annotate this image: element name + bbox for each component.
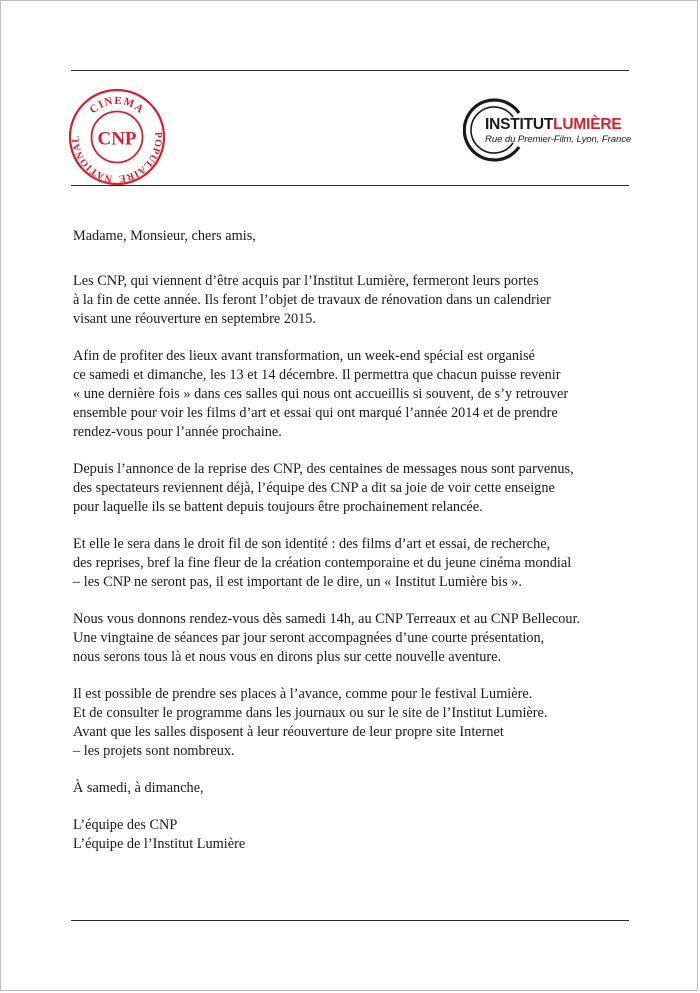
paragraph [73, 685, 643, 761]
paragraph [73, 460, 643, 517]
paragraph-line: Afin de profiter des lieux avant transformation, un week-end spécial est organisé [73, 348, 535, 364]
cnp-logo [67, 87, 167, 187]
paragraph-line: Les CNP, qui viennent d’être acquis par l’Institut Lumière, fermeront leurs portes [73, 273, 539, 289]
cnp-top-text: CINEMA [87, 94, 147, 117]
signature [73, 816, 643, 854]
paragraph-line: à la fin de cette année. Ils feront l’objet de travaux de rénovation dans un calendrier [73, 292, 551, 308]
paragraph-line: ce samedi et dimanche, les 13 et 14 décembre. Il permettra que chacun puisse revenir [73, 367, 561, 383]
cnp-left-text: NATIONAL [70, 135, 114, 184]
paragraph-line: Et elle le sera dans le droit fil de son identité : des films d’art et essai, de recherche, [73, 536, 551, 552]
paragraph [73, 272, 643, 329]
signature-line: L’équipe de l’Institut Lumière [73, 836, 246, 852]
letter-body [73, 227, 643, 854]
paragraph-line: – les CNP ne seront pas, il est important de le dire, un « Institut Lumière bis ». [73, 574, 522, 590]
paragraph-line: Nous vous donnons rendez-vous dès samedi 14h, au CNP Terreaux et au CNP Bellecour. [73, 611, 581, 627]
bottom-divider [71, 920, 629, 921]
top-divider [71, 70, 629, 71]
salutation: Madame, Monsieur, chers amis, [73, 228, 256, 244]
lumiere-brand-left: INSTITUT [485, 116, 554, 133]
lumiere-address: Rue du Premier-Film, Lyon, France [485, 134, 632, 145]
paragraph-line: Une vingtaine de séances par jour seront accompagnées d’une courte présentation, [73, 630, 545, 646]
header-divider [71, 185, 629, 186]
paragraph-line: des spectateurs reviennent déjà, l’équipe des CNP a dit sa joie de voir cette enseigne [73, 480, 555, 496]
paragraph-line: Depuis l’annonce de la reprise des CNP, des centaines de messages nous sont parvenus, [73, 461, 574, 477]
paragraph-line: Et de consulter le programme dans les journaux ou sur le site de l’Institut Lumière. [73, 705, 548, 721]
paragraph-line: des reprises, bref la fine fleur de la création contemporaine et du jeune cinéma mondial [73, 555, 572, 571]
closing: À samedi, à dimanche, [73, 780, 204, 796]
paragraph [73, 610, 643, 667]
paragraph-line: Il est possible de prendre ses places à l’avance, comme pour le festival Lumière. [73, 686, 533, 702]
cnp-center-text: CNP [97, 128, 137, 150]
paragraph-line: ensemble pour voir les films d’art et essai qui ont marqué l’année 2014 et de prendre [73, 405, 558, 421]
paragraph-line: pour laquelle ils se battent depuis toujours être prochainement relancée. [73, 499, 483, 515]
institut-lumiere-logo [463, 97, 633, 163]
cnp-right-text: POPULAIRE [117, 131, 164, 185]
paragraph-line: Avant que les salles disposent à leur réouverture de leur propre site Internet [73, 724, 504, 740]
paragraph-line: – les projets sont nombreux. [73, 743, 235, 759]
paragraph-line: visant une réouverture en septembre 2015. [73, 311, 316, 327]
signature-line: L’équipe des CNP [73, 817, 178, 833]
svg-text:CINEMA [87, 95, 146, 116]
lumiere-brand [485, 117, 631, 133]
paragraph [73, 347, 643, 442]
paragraph [73, 535, 643, 592]
paragraph-line: rendez-vous pour l’année prochaine. [73, 424, 282, 440]
paragraph-line: nous serons tous là et nous vous en dirons plus sur cette nouvelle aventure. [73, 649, 502, 665]
lumiere-brand-right: LUMIÈRE [553, 116, 622, 133]
paragraph-line: « une dernière fois » dans ces salles qui nous ont accueillis si souvent, de s’y retrouver [73, 386, 569, 402]
